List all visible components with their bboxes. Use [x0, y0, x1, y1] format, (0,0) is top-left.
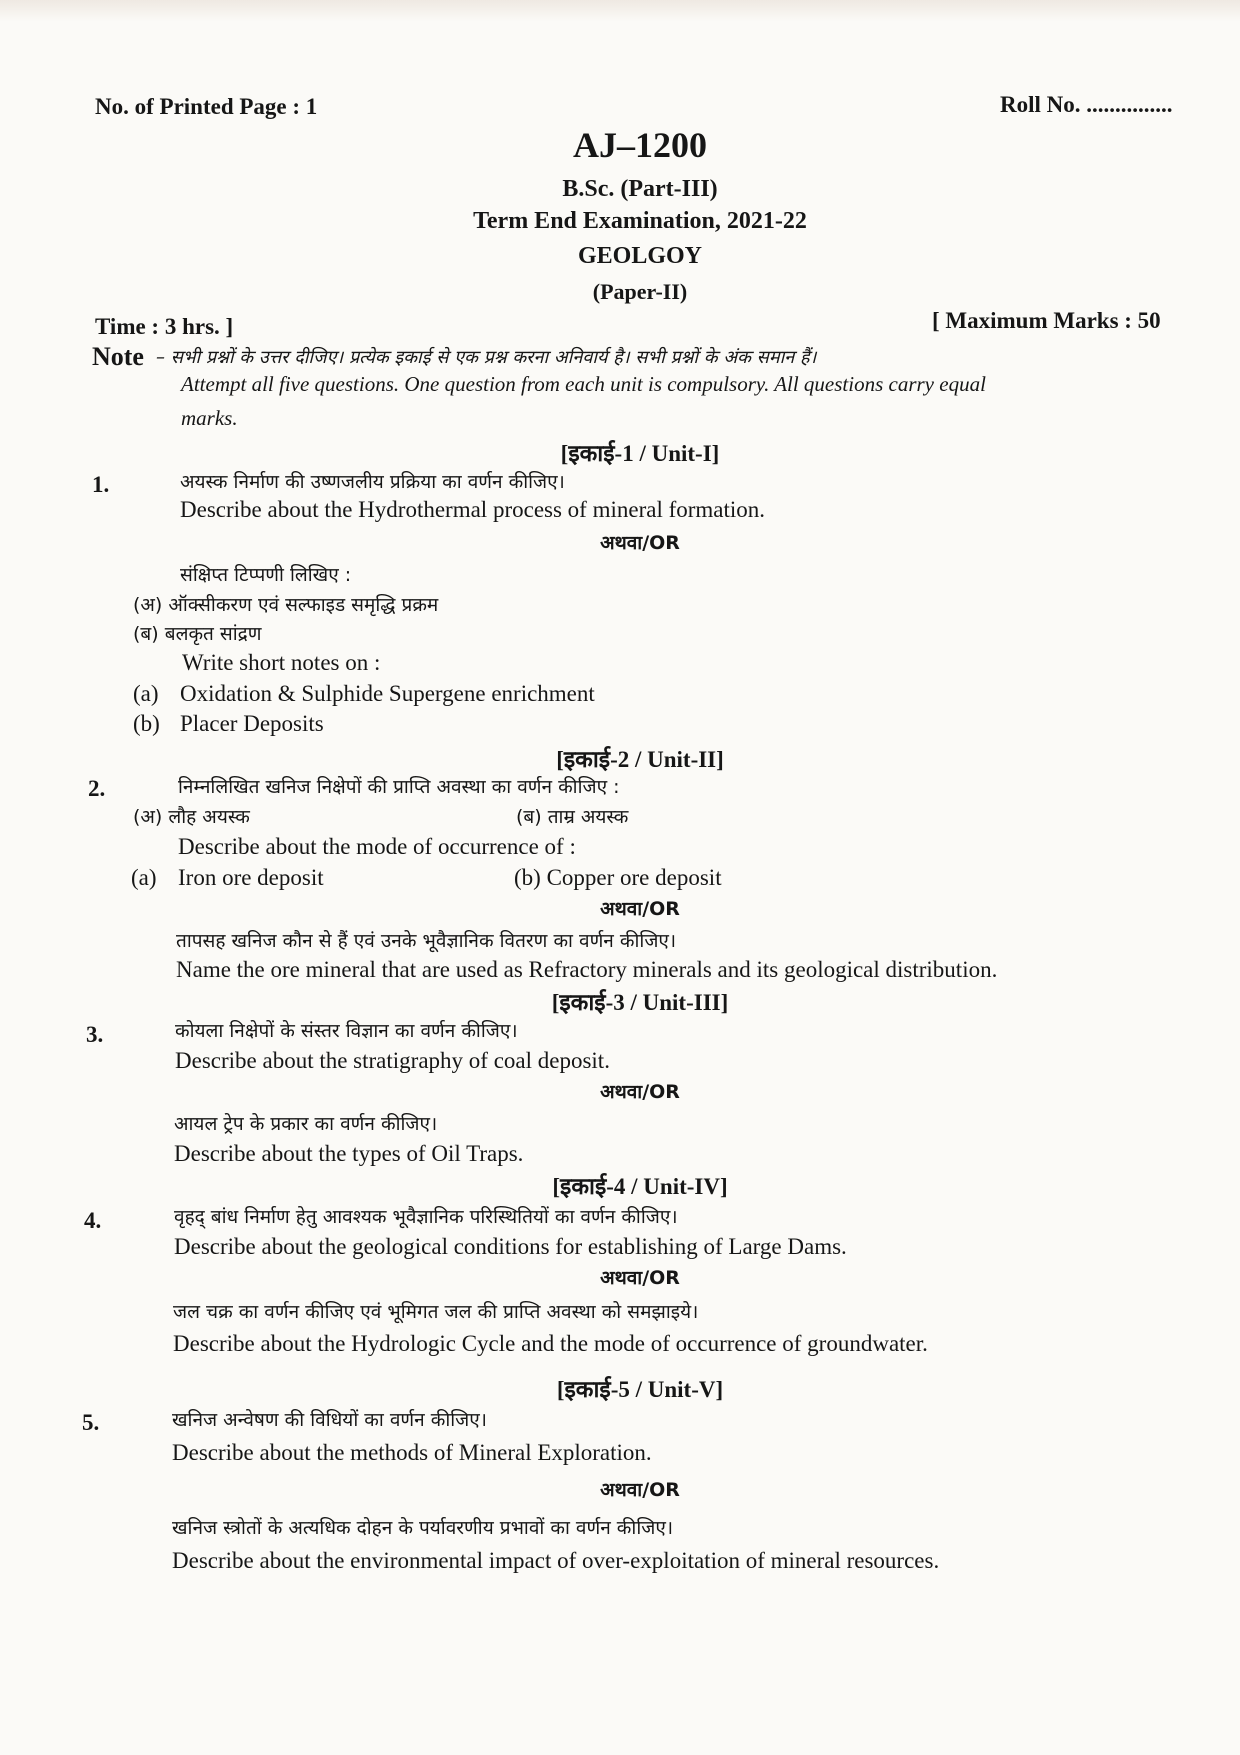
list-marker: (a): [133, 681, 159, 706]
question-number: 5.: [82, 1410, 100, 1435]
question-number: 2.: [88, 776, 106, 801]
list-item: Placer Deposits: [180, 711, 324, 736]
list-item: (ब) बलकृत सांद्रण: [133, 623, 262, 645]
or-label: अथवा/OR: [600, 1081, 680, 1103]
list-item: (अ) ऑक्सीकरण एवं सल्फाइड समृद्धि प्रक्रम: [133, 594, 439, 616]
question-english: Describe about the stratigraphy of coal deposit.: [175, 1048, 610, 1073]
question-english: Describe about the mode of occurrence of :: [178, 834, 576, 859]
alternative-hindi: जल चक्र का वर्णन कीजिए एवं भूमिगत जल की प्राप्ति अवस्था को समझाइये।: [173, 1301, 699, 1323]
question-hindi: खनिज अन्वेषण की विधियों का वर्णन कीजिए।: [172, 1409, 487, 1431]
printed-pages: No. of Printed Page : 1: [95, 94, 318, 119]
unit-heading: [इकाई-3 / Unit-III]: [551, 990, 729, 1015]
list-item: Oxidation & Sulphide Supergene enrichment: [180, 681, 595, 706]
list-marker: (b): [133, 711, 160, 736]
alternative-english: Describe about the types of Oil Traps.: [174, 1141, 524, 1166]
exam-title: Term End Examination, 2021-22: [473, 208, 807, 234]
list-item: (b) Copper ore deposit: [514, 865, 722, 890]
note-label: Note: [92, 342, 144, 371]
question-english: Describe about the Hydrothermal process of mineral formation.: [180, 497, 766, 522]
question-hindi: निम्नलिखित खनिज निक्षेपों की प्राप्ति अवस्था का वर्णन कीजिए :: [178, 776, 620, 798]
subject-title: GEOLGOY: [577, 243, 703, 269]
question-english: Describe about the methods of Mineral Exploration.: [172, 1440, 652, 1465]
list-marker: (a): [131, 865, 157, 890]
question-number: 4.: [84, 1208, 102, 1233]
alternative-english: Describe about the Hydrologic Cycle and the mode of occurrence of groundwater.: [173, 1331, 928, 1356]
unit-heading: [इकाई-2 / Unit-II]: [556, 747, 724, 772]
alternative-hindi: खनिज स्त्रोतों के अत्यधिक दोहन के पर्यावरणीय प्रभावों का वर्णन कीजिए।: [172, 1517, 674, 1539]
or-label: अथवा/OR: [600, 1479, 680, 1501]
unit-heading: [इकाई-5 / Unit-V]: [556, 1377, 724, 1402]
alternative-english: Name the ore mineral that are used as Refractory minerals and its geological distribution.: [176, 957, 998, 982]
alternative-hindi: तापसह खनिज कौन से हैं एवं उनके भूवैज्ञानिक वितरण का वर्णन कीजिए।: [176, 930, 677, 952]
maximum-marks: [ Maximum Marks : 50: [932, 308, 1161, 333]
or-label: अथवा/OR: [600, 898, 680, 920]
or-label: अथवा/OR: [600, 1267, 680, 1289]
question-number: 1.: [92, 472, 110, 497]
question-hindi: कोयला निक्षेपों के संस्तर विज्ञान का वर्णन कीजिए।: [175, 1020, 518, 1042]
paper-number: (Paper-II): [592, 279, 688, 304]
course-name: B.Sc. (Part-III): [562, 176, 718, 202]
list-item: (अ) लौह अयस्क: [133, 806, 250, 828]
alternative-hindi: संक्षिप्त टिप्पणी लिखिए :: [180, 564, 352, 586]
or-label: अथवा/OR: [600, 532, 680, 554]
alternative-hindi: आयल ट्रेप के प्रकार का वर्णन कीजिए।: [174, 1113, 438, 1135]
time-allowed: Time : 3 hrs. ]: [95, 314, 234, 339]
alternative-english: Describe about the environmental impact of over-exploitation of mineral resources.: [172, 1548, 940, 1573]
list-item: (ब) ताम्र अयस्क: [516, 806, 629, 828]
unit-heading: [इकाई-1 / Unit-I]: [560, 441, 720, 466]
question-number: 3.: [86, 1022, 104, 1047]
question-english: Describe about the geological conditions for establishing of Large Dams.: [174, 1234, 847, 1259]
note-hindi: – सभी प्रश्नों के उत्तर दीजिए। प्रत्येक इकाई से एक प्रश्न करना अनिवार्य है। सभी प्रश्नों के अंक समान हैं।: [156, 347, 817, 368]
unit-heading: [इकाई-4 / Unit-IV]: [552, 1174, 728, 1199]
paper-code: AJ–1200: [573, 125, 707, 165]
question-hindi: अयस्क निर्माण की उष्णजलीय प्रक्रिया का वर्णन कीजिए।: [180, 471, 565, 493]
scan-edge: [0, 0, 1240, 22]
question-hindi: वृहद् बांध निर्माण हेतु आवश्यक भूवैज्ञानिक परिस्थितियों का वर्णन कीजिए।: [174, 1206, 678, 1228]
list-item: Iron ore deposit: [178, 865, 324, 890]
alternative-english: Write short notes on :: [182, 650, 381, 675]
note-english: Attempt all five questions. One question from each unit is compulsory. All questions carry equal: [181, 372, 986, 396]
note-english-cont: marks.: [181, 406, 238, 430]
roll-number: Roll No. ...............: [1000, 92, 1173, 117]
